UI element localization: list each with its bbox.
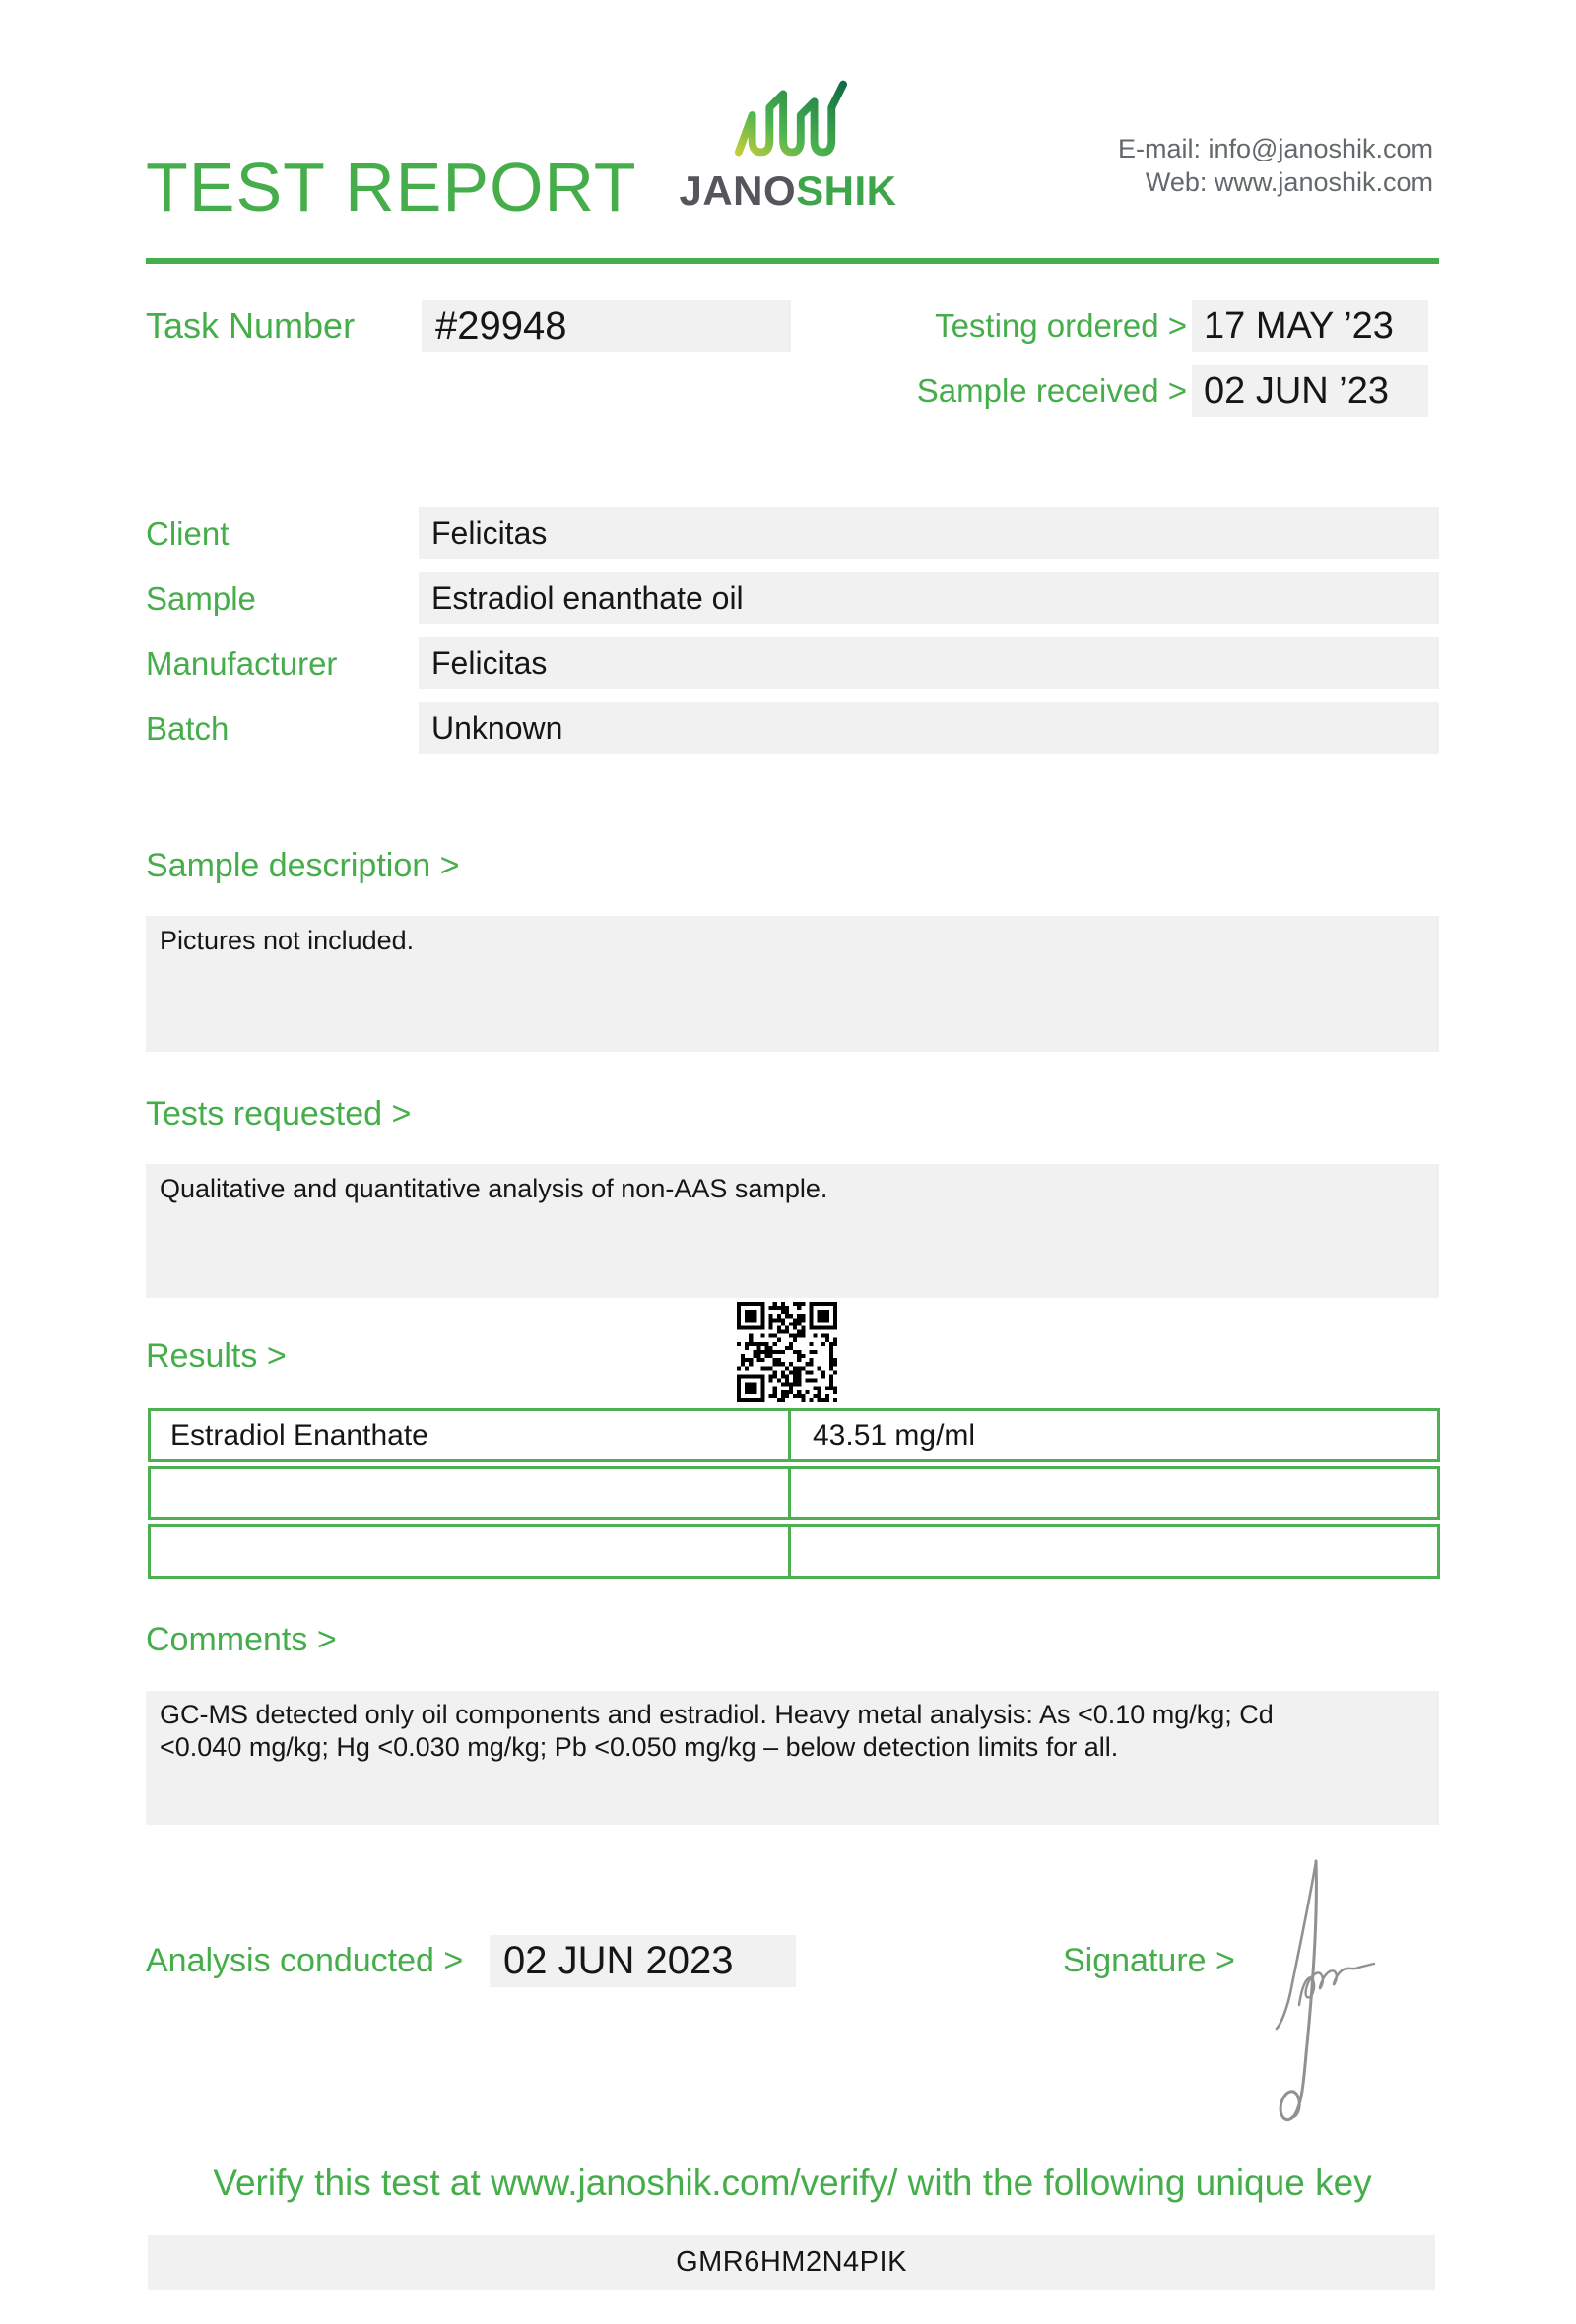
sample-description-text: Pictures not included.: [146, 916, 1439, 1052]
result-value: [791, 1527, 1437, 1576]
testing-ordered-label: Testing ordered >: [935, 307, 1187, 344]
results-row: [148, 1524, 1440, 1579]
tests-requested-heading: Tests requested >: [146, 1095, 412, 1132]
batch-label: Batch: [146, 709, 230, 746]
manufacturer-value: Felicitas: [419, 637, 1439, 689]
analysis-conducted-value: 02 JUN 2023: [490, 1935, 796, 1987]
results-row: [148, 1408, 1440, 1462]
verify-instruction: Verify this test at www.janoshik.com/verify/ with the following unique key: [213, 2163, 1372, 2203]
batch-value: Unknown: [419, 702, 1439, 754]
manufacturer-label: Manufacturer: [146, 644, 338, 681]
result-analyte: [151, 1527, 791, 1576]
contact-info: [1118, 132, 1433, 199]
logo-word-dark: JANO: [679, 167, 797, 214]
results-row: [148, 1466, 1440, 1520]
results-table: [148, 1408, 1440, 1582]
comments-text: GC-MS detected only oil components and estradiol. Heavy metal analysis: As <0.10 mg/kg; Cd <0.040 mg/kg; Hg <0.030 mg/kg; Pb <0.050 mg/kg – below detection limits for all.: [146, 1691, 1439, 1825]
qr-code: [737, 1302, 837, 1402]
client-label: Client: [146, 514, 230, 551]
result-value: [791, 1469, 1437, 1517]
task-number-label: Task Number: [146, 305, 356, 346]
comments-heading: Comments >: [146, 1621, 337, 1658]
sample-description-heading: Sample description >: [146, 847, 460, 884]
result-analyte: [151, 1469, 791, 1517]
testing-ordered-value: 17 MAY ’23: [1192, 300, 1428, 352]
page-title: TEST REPORT: [146, 149, 637, 226]
sample-received-value: 02 JUN ’23: [1192, 365, 1428, 417]
signature-scribble: [1269, 1847, 1389, 2139]
result-value: 43.51 mg/ml: [813, 1418, 976, 1452]
analysis-conducted-label: Analysis conducted >: [146, 1942, 464, 1979]
sample-received-label: Sample received >: [916, 372, 1187, 409]
contact-web: Web: www.janoshik.com: [1145, 167, 1433, 197]
result-analyte: Estradiol Enanthate: [151, 1411, 791, 1459]
contact-email: E-mail: info@janoshik.com: [1117, 134, 1433, 163]
client-value: Felicitas: [419, 507, 1439, 559]
header-divider: [146, 258, 1439, 264]
results-heading: Results >: [146, 1337, 287, 1375]
verify-key: GMR6HM2N4PIK: [148, 2235, 1435, 2290]
janoshik-logo-icon: [731, 77, 847, 161]
sample-value: Estradiol enanthate oil: [419, 572, 1439, 624]
logo-word-green: SHIK: [796, 167, 897, 214]
tests-requested-text: Qualitative and quantitative analysis of non-AAS sample.: [146, 1164, 1439, 1298]
signature-label: Signature >: [1063, 1942, 1235, 1979]
sample-label: Sample: [146, 579, 256, 616]
task-number-value: #29948: [422, 300, 791, 352]
